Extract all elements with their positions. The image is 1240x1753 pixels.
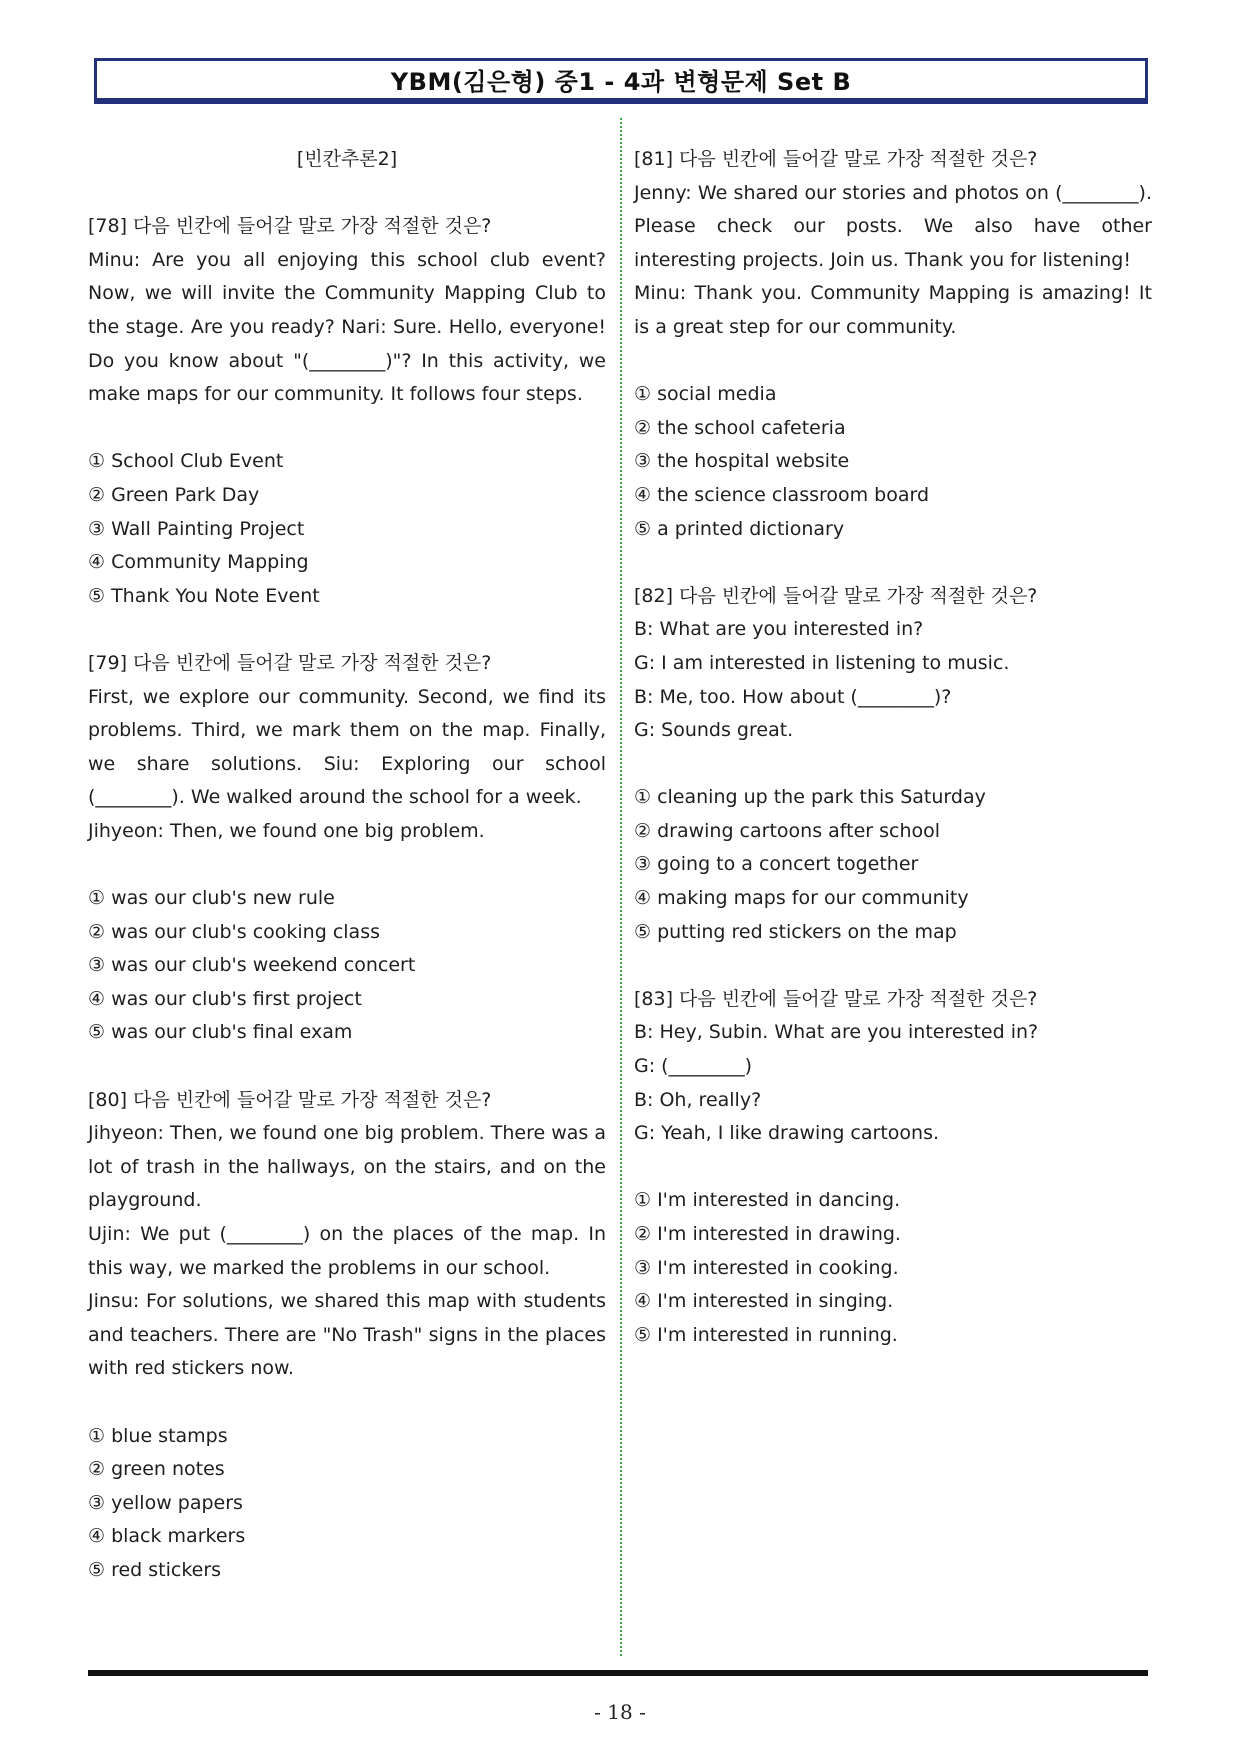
right-column — [634, 143, 1152, 1352]
choice-81-4: ④ the science classroom board — [634, 483, 930, 506]
choice-82-1: ① cleaning up the park this Saturday — [634, 786, 986, 809]
choice-78-3: ③ Wall Painting Project — [88, 517, 305, 540]
left-column — [88, 143, 606, 1588]
choice-79-4: ④ was our club's first project — [88, 987, 362, 1010]
passage-78: Minu: Are you all enjoying this school club event? Now, we will invite the Community Mapping Club to the stage. Are you ready? Nari: Sure. Hello, everyone! Do you know about "(________)"? In this activity, we make maps for our community. It follows four steps. — [88, 248, 606, 406]
choice-79-1: ① was our club's new rule — [88, 887, 335, 910]
question-82: [82] 다음 빈칸에 들어갈 말로 가장 적절한 것은? — [634, 584, 1038, 607]
choice-78-2: ② Green Park Day — [88, 483, 260, 506]
choice-83-1: ① I'm interested in dancing. — [634, 1189, 901, 1212]
choice-81-3: ③ the hospital website — [634, 450, 850, 473]
page-number: - 18 - — [594, 1700, 646, 1724]
dialogue-82-line-4: G: Sounds great. — [634, 719, 794, 742]
choice-78-5: ⑤ Thank You Note Event — [88, 584, 320, 607]
choice-81-5: ⑤ a printed dictionary — [634, 517, 845, 540]
choice-80-5: ⑤ red stickers — [88, 1558, 222, 1581]
dialogue-82-line-1: B: What are you interested in? — [634, 618, 924, 641]
choice-80-2: ② green notes — [88, 1458, 225, 1481]
choice-82-4: ④ making maps for our community — [634, 887, 969, 910]
passage-81-b: Minu: Thank you. Community Mapping is amazing! It is a great step for our community. — [634, 282, 1152, 338]
dialogue-82-line-2: G: I am interested in listening to music. — [634, 651, 1010, 674]
question-78: [78] 다음 빈칸에 들어갈 말로 가장 적절한 것은? — [88, 215, 492, 238]
passage-79-a: First, we explore our community. Second, we find its problems. Third, we mark them on the map. Finally, we share solutions. Siu: Exploring our school (________). We walked around the school for a week. — [88, 685, 606, 809]
passage-80-c: Jinsu: For solutions, we shared this map with students and teachers. There are "No Trash" signs in the places with red stickers now. — [88, 1290, 606, 1380]
choice-83-5: ⑤ I'm interested in running. — [634, 1323, 898, 1346]
choice-78-1: ① School Club Event — [88, 450, 284, 473]
passage-79-b: Jihyeon: Then, we found one big problem. — [88, 819, 485, 842]
dialogue-83-line-4: G: Yeah, I like drawing cartoons. — [634, 1122, 940, 1145]
choice-83-4: ④ I'm interested in singing. — [634, 1290, 894, 1313]
footer-rule — [88, 1670, 1148, 1676]
choice-81-2: ② the school cafeteria — [634, 416, 846, 439]
passage-80-b: Ujin: We put (________) on the places of the map. In this way, we marked the problems in our school. — [88, 1223, 606, 1279]
dialogue-83-line-2: G: (________) — [634, 1055, 752, 1078]
choice-82-5: ⑤ putting red stickers on the map — [634, 920, 957, 943]
choice-83-3: ③ I'm interested in cooking. — [634, 1256, 899, 1279]
dialogue-83-line-3: B: Oh, really? — [634, 1088, 762, 1111]
page-title-box — [94, 58, 1148, 102]
choice-82-3: ③ going to a concert together — [634, 853, 919, 876]
choice-79-2: ② was our club's cooking class — [88, 920, 380, 943]
choice-78-4: ④ Community Mapping — [88, 551, 309, 574]
choice-82-2: ② drawing cartoons after school — [634, 819, 941, 842]
choice-81-1: ① social media — [634, 383, 777, 406]
choice-80-3: ③ yellow papers — [88, 1491, 243, 1514]
choice-80-1: ① blue stamps — [88, 1424, 228, 1447]
choice-79-5: ⑤ was our club's final exam — [88, 1021, 353, 1044]
question-80: [80] 다음 빈칸에 들어갈 말로 가장 적절한 것은? — [88, 1088, 492, 1111]
question-81: [81] 다음 빈칸에 들어갈 말로 가장 적절한 것은? — [634, 148, 1038, 170]
question-83: [83] 다음 빈칸에 들어갈 말로 가장 적절한 것은? — [634, 987, 1038, 1010]
passage-80-a: Jihyeon: Then, we found one big problem. There was a lot of trash in the hallways, on the stairs, and on the playground. — [88, 1122, 606, 1212]
choice-80-4: ④ black markers — [88, 1525, 246, 1548]
column-divider — [620, 118, 622, 1656]
section-heading: [빈칸추론2] — [296, 148, 398, 170]
dialogue-82-line-3: B: Me, too. How about (________)? — [634, 685, 952, 708]
choice-83-2: ② I'm interested in drawing. — [634, 1223, 901, 1245]
question-79: [79] 다음 빈칸에 들어갈 말로 가장 적절한 것은? — [88, 651, 492, 674]
page-title: YBM(김은형) 중1 - 4과 변형문제 Set B — [390, 68, 852, 96]
passage-81-a: Jenny: We shared our stories and photos on (________). Please check our posts. We also have other interesting projects. Join us. Thank you for listening! — [634, 181, 1152, 271]
dialogue-83-line-1: B: Hey, Subin. What are you interested in? — [634, 1021, 1039, 1044]
choice-79-3: ③ was our club's weekend concert — [88, 954, 416, 977]
